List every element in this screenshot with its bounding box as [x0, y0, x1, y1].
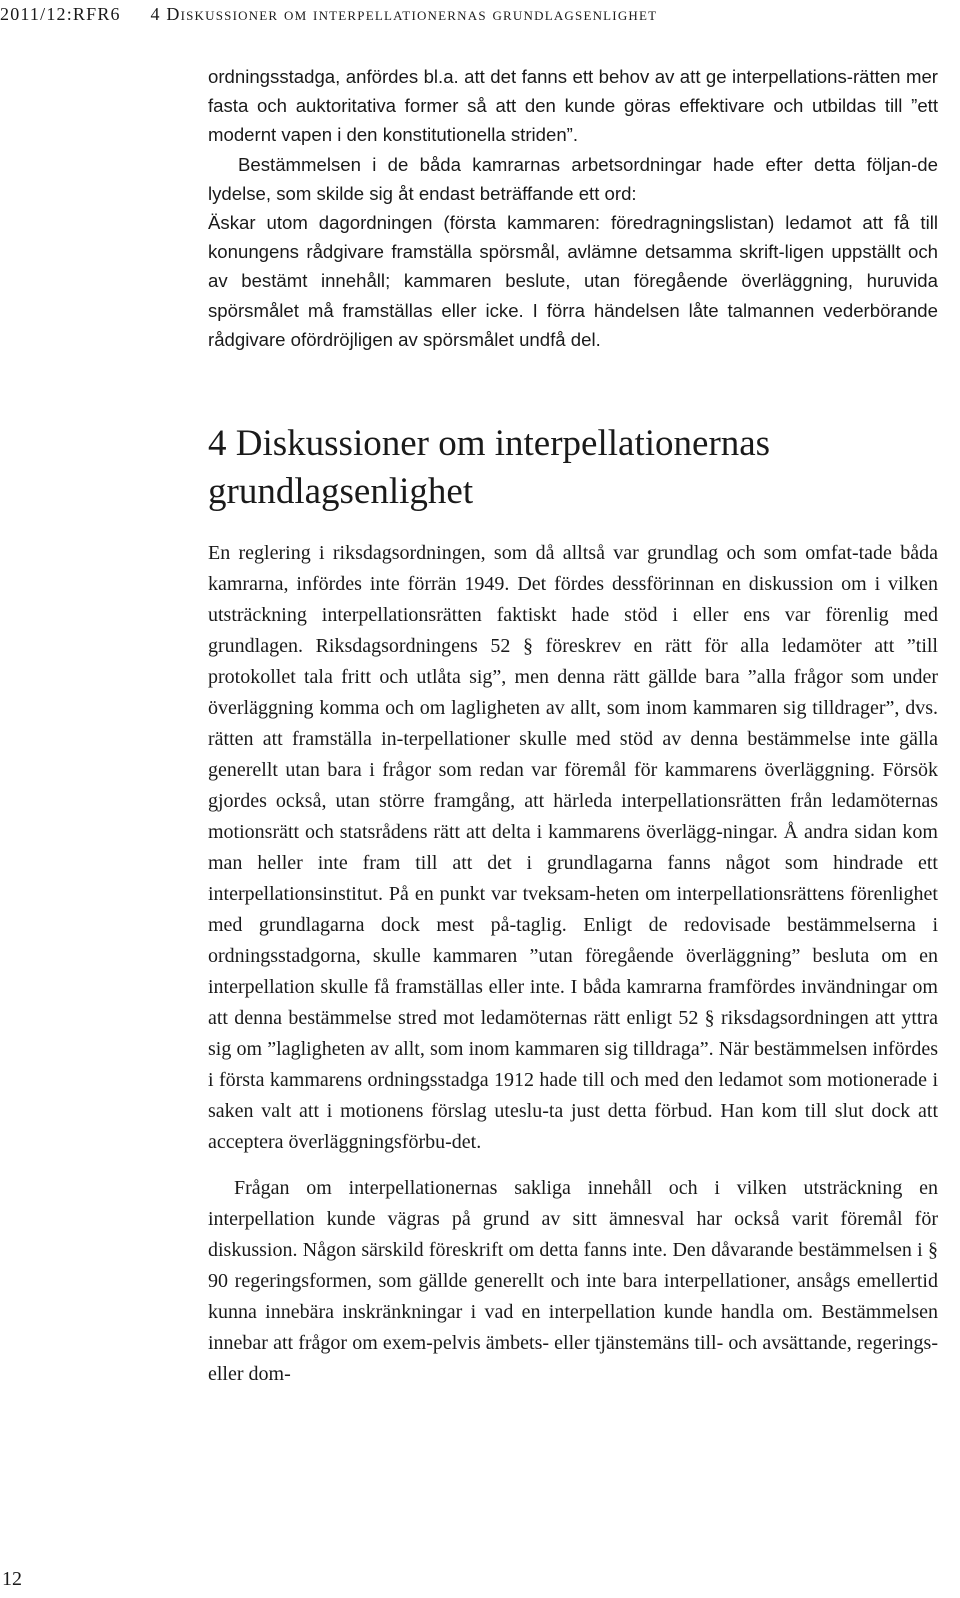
- running-header: [0, 4, 960, 25]
- section-heading: 4 Diskussioner om interpellationernas grundlagsenlighet: [208, 423, 771, 512]
- page-number: 12: [2, 1568, 22, 1590]
- running-chapter-title: Diskussioner om interpellationernas grundlagsenlighet: [166, 4, 658, 24]
- body-paragraph-1: En reglering i riksdagsordningen, som då alltså var grundlag och som omfat-tade båda kamrarna, infördes inte förrän 1949. Det fördes dessförinnan en diskussion om i vilken utsträckning interpellationsrätten faktiskt hade stöd i eller ens var förenlig med grundlagen. Riksdagsordningens 52 § föreskrev en rätt för alla ledamöter att ”till protokollet tala fritt och utlåta sig”, men denna rätt gällde bara ”alla frågor som under överläggning komma och om lagligheten av allt, som inom kammaren sig tilldrager”, dvs. rätten att framställa in-terpellationer skulle med stöd av denna bestämmelse inte gälla generellt utan bara i frågor som redan var föremål för kammarens överläggning. Försök gjordes också, utan större framgång, att härleda interpellationsrätten från ledamöternas motionsrätt och statsrådens rätt att delta i kammarens överlägg-ningar. Å andra sidan kom man heller inte fram till att det i grundlagarna fanns något som hindrade ett interpellationsinstitut. På en punkt var tveksam-heten om interpellationsrättens förenlighet med grundlagarna dock mest på-taglig. Enligt de redovisade bestämmelserna i ordningsstadgorna, skulle kammaren ”utan föregående överläggning” besluta om en interpellation skulle få framställas eller inte. I båda kamrarna framfördes invändningar om att denna bestämmelse stred mot ledamöternas rätt enligt 52 § riksdagsordningen att yttra sig om ”lagligheten av allt, som inom kammaren sig tilldraga”. När bestämmelsen infördes i första kammarens ordningsstadga 1912 hade till och med den ledamot som motionerade i saken valt att i motionens förslag uteslu-ta just detta förbud. Han kom till slut dock att acceptera överläggningsförbu-det.: [208, 542, 938, 1153]
- report-series-id: 2011/12:RFR6: [0, 4, 121, 24]
- quote-paragraph-1: ordningsstadga, anfördes bl.a. att det fanns ett behov av att ge interpellations-rätten mer fasta och auktoritativa former så att den kunde göras effektivare och utbildas till ”ett modernt vapen i den konstitutionella striden”.: [208, 66, 938, 146]
- statute-quotation: [208, 62, 938, 354]
- body-paragraph-2: Frågan om interpellationernas sakliga innehåll och i vilken utsträckning en interpellation kunde vägras på grund av sitt ämnesval har också varit föremål för diskussion. Någon särskild föreskrift om detta fanns inte. Den dåvarande bestämmelsen i § 90 regeringsformen, som gällde generellt och inte bara interpellationer, ansågs emellertid kunna innebära inskränkningar i vad en interpellation kunde handla om. Bestämmelsen innebar att frågor om exem-pelvis ämbets- eller tjänstemäns till- och avsättande, regerings- eller dom-: [208, 1177, 938, 1385]
- section-body: [208, 538, 938, 1390]
- quote-paragraph-2: Bestämmelsen i de båda kamrarnas arbetsordningar hade efter detta följan-de lydelse, som skilde sig åt endast beträffande ett ord:: [208, 153, 938, 204]
- quote-paragraph-3: Äskar utom dagordningen (första kammaren: föredragningslistan) ledamot att få till konungens rådgivare framställa spörsmål, avlämne detsamma skrift-ligen uppställt och av bestämt innehåll; kammaren beslute, utan föregående överläggning, huruvida spörsmålet må framställas eller icke. I förra händelsen låte talmannen vederbörande rådgivare ofördröjligen av spörsmålet undfå del.: [208, 212, 938, 350]
- running-chapter-number: 4: [150, 4, 161, 24]
